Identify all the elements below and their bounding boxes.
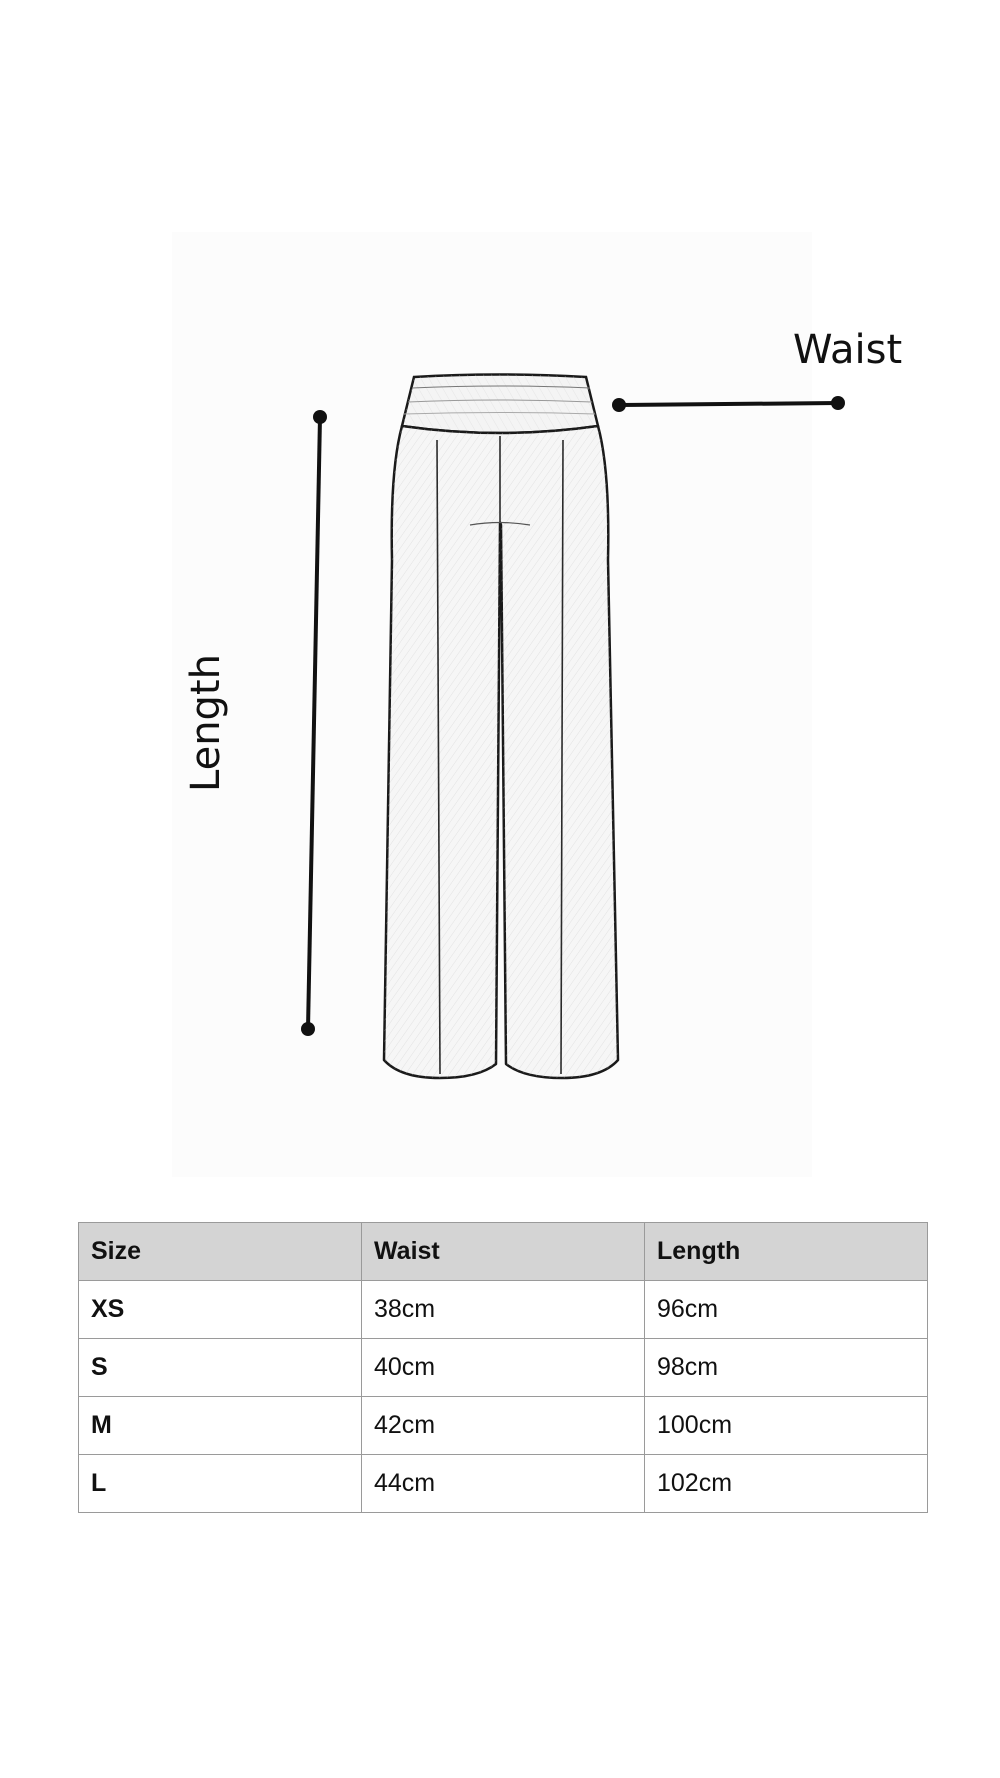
length-cell: 100cm [645, 1397, 928, 1455]
length-label: Length [183, 654, 229, 792]
table-row [79, 1339, 928, 1397]
length-cell: 96cm [645, 1281, 928, 1339]
size-cell: M [79, 1397, 362, 1455]
table-header-row [79, 1223, 928, 1281]
table-row [79, 1281, 928, 1339]
table-row [79, 1397, 928, 1455]
length-cell: 98cm [645, 1339, 928, 1397]
header-size: Size [79, 1223, 362, 1281]
size-cell: L [79, 1455, 362, 1513]
table-row [79, 1455, 928, 1513]
waist-cell: 44cm [362, 1455, 645, 1513]
waist-label: Waist [793, 327, 903, 373]
length-measure-line [301, 410, 327, 1036]
pants-icon [384, 375, 618, 1079]
waist-cell: 42cm [362, 1397, 645, 1455]
waist-cell: 40cm [362, 1339, 645, 1397]
header-length: Length [645, 1223, 928, 1281]
size-chart-table [78, 1222, 928, 1513]
waist-cell: 38cm [362, 1281, 645, 1339]
length-cell: 102cm [645, 1455, 928, 1513]
waist-measure-line [612, 396, 845, 412]
size-cell: S [79, 1339, 362, 1397]
header-waist: Waist [362, 1223, 645, 1281]
size-cell: XS [79, 1281, 362, 1339]
